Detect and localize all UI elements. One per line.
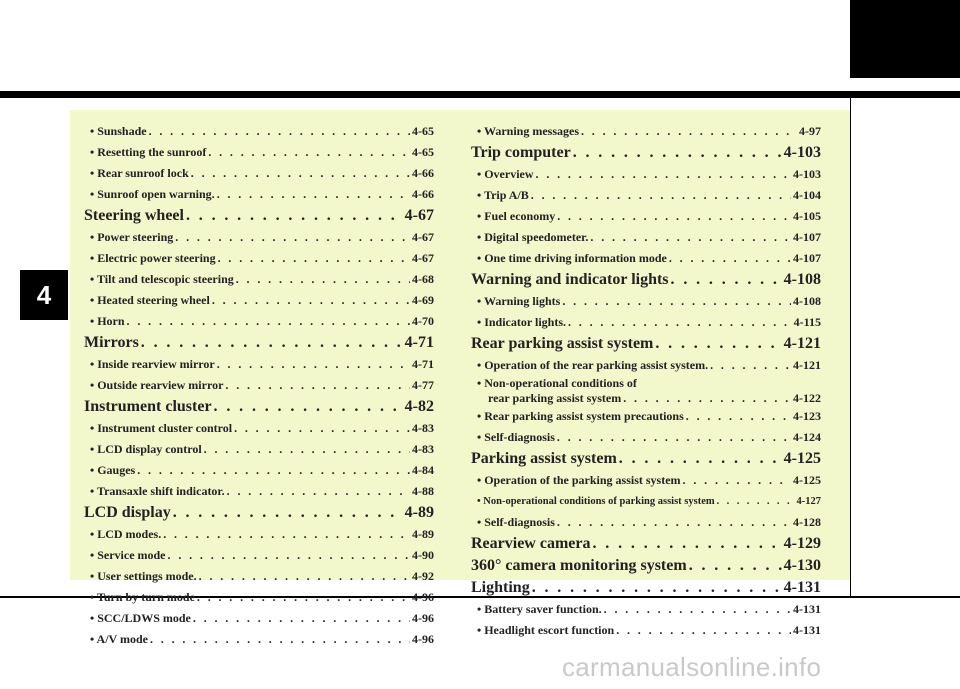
toc-entry-label: • Power steering (90, 230, 174, 244)
toc-entry-page: 4-67 (412, 251, 434, 265)
toc-entry-label: • Service mode (90, 548, 166, 562)
toc-entry-label: • Rear parking assist system precautions (477, 409, 684, 423)
dot-leader (127, 311, 410, 332)
toc-entry-label: • Non-operational conditions of parking assist system (477, 496, 715, 507)
toc-subentry[interactable] (84, 587, 434, 608)
toc-subentry[interactable] (471, 248, 821, 269)
chapter-number-tab: 4 (20, 270, 68, 320)
toc-entry-label: • Sunroof open warning. (90, 187, 215, 201)
toc-entry-page: 4-125 (783, 450, 821, 467)
toc-subentry[interactable] (471, 620, 821, 641)
toc-entry-page: 4-108 (783, 271, 821, 288)
toc-subentry[interactable] (84, 545, 434, 566)
toc-entry-page: 4-121 (783, 335, 821, 352)
toc-subentry[interactable] (84, 439, 434, 460)
dot-leader (225, 375, 410, 396)
toc-entry-label: Mirrors (84, 334, 139, 351)
toc-entry-label: • Indicator lights. (477, 315, 566, 329)
toc-entry-page: 4-105 (793, 209, 821, 223)
toc-entry-page: 4-97 (799, 124, 821, 138)
toc-entry-label: • Sunshade (90, 124, 147, 138)
toc-entry-page: 4-107 (793, 251, 821, 265)
toc-subentry[interactable] (84, 460, 434, 481)
toc-subentry[interactable] (84, 163, 434, 184)
toc-entry-label: Rear parking assist system (471, 335, 654, 352)
dot-leader (655, 333, 781, 355)
dot-leader (204, 439, 410, 460)
toc-entry-label: Trip computer (471, 144, 571, 161)
toc-subentry[interactable] (471, 206, 821, 227)
toc-entry-page: 4-96 (412, 611, 434, 625)
toc-subentry[interactable] (84, 311, 434, 332)
toc-entry-label: • Tilt and telescopic steering (90, 272, 234, 286)
dot-leader (191, 163, 410, 184)
dot-leader (683, 470, 791, 491)
toc-entry-label: Instrument cluster (84, 398, 212, 415)
top-rule (0, 91, 960, 98)
toc-entry-label: • One time driving information mode (477, 251, 667, 265)
dot-leader (623, 391, 791, 406)
toc-entry-label: • Operation of the rear parking assist system. (477, 358, 709, 372)
toc-entry-page: 4-121 (793, 358, 821, 372)
toc-heading-entry[interactable] (471, 269, 821, 291)
dot-leader (581, 121, 797, 142)
toc-entry-page: 4-104 (793, 188, 821, 202)
dot-leader (217, 354, 410, 375)
toc-entry-label: • Rear sunroof lock (90, 166, 189, 180)
toc-entry-label: • Headlight escort function (477, 623, 615, 637)
dot-leader (149, 121, 410, 142)
toc-entry-page: 4-90 (412, 548, 434, 562)
dot-leader (197, 587, 410, 608)
toc-entry-label: • Warning lights (477, 294, 561, 308)
toc-entry-label: • Electric power steering (90, 251, 216, 265)
toc-heading-entry[interactable] (471, 555, 821, 577)
corner-black-tab (850, 0, 960, 78)
dot-leader (173, 502, 403, 524)
dot-leader (568, 312, 792, 333)
dot-leader (193, 608, 410, 629)
toc-subentry[interactable] (84, 354, 434, 375)
toc-entry-page: 4-122 (793, 391, 821, 405)
toc-subentry[interactable] (471, 121, 821, 142)
toc-entry-label: • Overview (477, 167, 534, 181)
toc-entry-page: 4-88 (412, 484, 434, 498)
dot-leader (593, 533, 782, 555)
dot-leader (217, 184, 410, 205)
toc-subentry[interactable] (84, 248, 434, 269)
toc-entry-page: 4-82 (404, 398, 434, 415)
dot-leader (214, 396, 403, 418)
toc-entry-page: 4-65 (412, 145, 434, 159)
dot-leader (557, 512, 791, 533)
toc-entry-page: 4-103 (783, 144, 821, 161)
toc-subentry[interactable] (471, 470, 821, 491)
dot-leader (531, 185, 791, 206)
toc-subentry[interactable] (84, 375, 434, 396)
dot-leader (616, 620, 791, 641)
toc-entry-page: 4-66 (412, 166, 434, 180)
toc-subentry[interactable] (471, 164, 821, 185)
toc-entry-label: 360° camera monitoring system (471, 557, 687, 574)
toc-heading-entry[interactable] (471, 533, 821, 555)
toc-entry-label: • Outside rearview mirror (90, 378, 224, 392)
toc-entry-page: 4-124 (793, 430, 821, 444)
toc-heading-entry[interactable] (84, 502, 434, 524)
toc-entry-label: • A/V mode (90, 632, 148, 646)
toc-subentry[interactable] (84, 629, 434, 650)
toc-entry-label: • User settings mode. (90, 569, 197, 583)
toc-entry-page: 4-130 (783, 557, 821, 574)
dot-leader (175, 227, 410, 248)
toc-entry-page: 4-67 (404, 207, 434, 224)
toc-entry-label: • Transaxle shift indicator. (90, 484, 225, 498)
toc-subentry[interactable] (471, 406, 821, 427)
toc-entry-page: 4-77 (412, 378, 434, 392)
toc-left-column (84, 121, 434, 650)
toc-entry-label: • SCC/LDWS mode (90, 611, 191, 625)
toc-subentry[interactable] (84, 121, 434, 142)
dot-leader (557, 206, 791, 227)
toc-entry-page: 4-67 (412, 230, 434, 244)
toc-entry-label: • Resetting the sunroof (90, 145, 207, 159)
toc-entry-label: • Inside rearview mirror (90, 357, 215, 371)
dot-leader (227, 481, 410, 502)
toc-subentry[interactable] (84, 524, 434, 545)
toc-subentry[interactable] (84, 481, 434, 502)
dot-leader (141, 332, 403, 354)
toc-subentry[interactable] (471, 376, 821, 391)
dot-leader (710, 355, 791, 376)
toc-subentry[interactable] (471, 291, 821, 312)
dot-leader (619, 448, 782, 470)
toc-heading-entry[interactable] (84, 396, 434, 418)
toc-subentry[interactable] (84, 184, 434, 205)
toc-subentry[interactable] (471, 491, 821, 512)
dot-leader (234, 418, 410, 439)
toc-entry-label: • Trip A/B (477, 188, 529, 202)
dot-leader (208, 142, 410, 163)
toc-entry-page: 4-69 (412, 293, 434, 307)
toc-entry-label: LCD display (84, 504, 171, 521)
dot-leader (669, 248, 791, 269)
dot-leader (604, 599, 791, 620)
toc-entry-label: • LCD modes. (90, 527, 162, 541)
dot-leader (536, 164, 791, 185)
toc-entry-page: 4-83 (412, 421, 434, 435)
toc-subentry[interactable] (471, 355, 821, 376)
dot-leader (199, 566, 410, 587)
toc-entry-label: • Turn by turn mode (90, 590, 195, 604)
toc-entry-page: 4-123 (793, 409, 821, 423)
toc-entry-page: 4-65 (412, 124, 434, 138)
toc-entry-page: 4-131 (783, 579, 821, 596)
toc-entry-page: 4-107 (793, 230, 821, 244)
dot-leader (689, 555, 782, 577)
toc-subentry[interactable] (84, 608, 434, 629)
toc-entry-label: • Warning messages (477, 124, 579, 138)
toc-entry-label: Rearview camera (471, 535, 591, 552)
toc-entry-page: 4-103 (793, 167, 821, 181)
dot-leader (557, 427, 791, 448)
dot-leader (686, 406, 791, 427)
toc-entry-label: • Digital speedometer. (477, 230, 589, 244)
toc-entry-label: • Operation of the parking assist system (477, 473, 681, 487)
toc-entry-page: 4-115 (793, 315, 821, 329)
dot-leader (590, 227, 791, 248)
toc-right-column (471, 121, 821, 641)
toc-heading-entry[interactable] (84, 205, 434, 227)
dot-leader (168, 545, 410, 566)
toc-entry-label: • Horn (90, 314, 125, 328)
toc-entry-page: 4-96 (412, 632, 434, 646)
toc-entry-page: 4-71 (404, 334, 434, 351)
toc-entry-label: Steering wheel (84, 207, 184, 224)
toc-subentry[interactable] (471, 391, 821, 406)
dot-leader (186, 205, 403, 227)
toc-entry-page: 4-83 (412, 442, 434, 456)
dot-leader (562, 291, 791, 312)
dot-leader (212, 290, 410, 311)
dot-leader (573, 142, 782, 164)
toc-subentry[interactable] (471, 312, 821, 333)
toc-subentry[interactable] (84, 418, 434, 439)
toc-entry-page: 4-71 (412, 357, 434, 371)
toc-heading-entry[interactable] (471, 448, 821, 470)
toc-entry-page: 4-128 (793, 515, 821, 529)
watermark: carmanualsonline.info (562, 652, 822, 682)
toc-subentry[interactable] (84, 142, 434, 163)
dot-leader (163, 524, 410, 545)
toc-entry-page: 4-129 (783, 535, 821, 552)
toc-entry-label: • Instrument cluster control (90, 421, 233, 435)
toc-entry-page: 4-127 (796, 496, 821, 507)
toc-entry-label: • Self-diagnosis (477, 430, 555, 444)
toc-subentry[interactable] (84, 566, 434, 587)
toc-entry-page: 4-68 (412, 272, 434, 286)
dot-leader (671, 269, 782, 291)
toc-entry-label: • LCD display control (90, 442, 202, 456)
dot-leader (717, 491, 795, 512)
toc-entry-page: 4-131 (793, 602, 821, 616)
toc-subentry[interactable] (471, 427, 821, 448)
toc-subentry[interactable] (471, 599, 821, 620)
toc-entry-page: 4-89 (404, 504, 434, 521)
toc-entry-label: Lighting (471, 579, 530, 596)
toc-subentry[interactable] (471, 227, 821, 248)
dot-leader (137, 460, 410, 481)
toc-entry-page: 4-70 (412, 314, 434, 328)
toc-entry-page: 4-125 (793, 473, 821, 487)
dot-leader (150, 629, 410, 650)
dot-leader (236, 269, 410, 290)
toc-entry-label: • Heated steering wheel (90, 293, 210, 307)
toc-subentry[interactable] (471, 185, 821, 206)
toc-subentry[interactable] (84, 227, 434, 248)
toc-subentry[interactable] (84, 269, 434, 290)
toc-entry-page: 4-96 (412, 590, 434, 604)
toc-entry-label: • Gauges (90, 463, 136, 477)
toc-entry-label: • Self-diagnosis (477, 515, 555, 529)
toc-heading-entry[interactable] (471, 142, 821, 164)
toc-subentry[interactable] (471, 512, 821, 533)
toc-entry-page: 4-89 (412, 527, 434, 541)
toc-entry-label: rear parking assist system (488, 391, 622, 405)
toc-entry-label: Warning and indicator lights (471, 271, 669, 288)
toc-entry-label: Parking assist system (471, 450, 617, 467)
toc-entry-label: • Fuel economy (477, 209, 556, 223)
dot-leader (532, 577, 782, 599)
toc-entry-page: 4-92 (412, 569, 434, 583)
toc-heading-entry[interactable] (471, 333, 821, 355)
toc-entry-page: 4-108 (793, 294, 821, 308)
toc-heading-entry[interactable] (471, 577, 821, 599)
toc-entry-page: 4-131 (793, 623, 821, 637)
toc-subentry[interactable] (84, 290, 434, 311)
dot-leader (218, 248, 410, 269)
toc-entry-page: 4-66 (412, 187, 434, 201)
toc-entry-label: • Battery saver function. (477, 602, 602, 616)
toc-entry-page: 4-84 (412, 463, 434, 477)
toc-heading-entry[interactable] (84, 332, 434, 354)
toc-entry-label: • Non-operational conditions of (477, 376, 637, 390)
side-rule (850, 98, 851, 596)
